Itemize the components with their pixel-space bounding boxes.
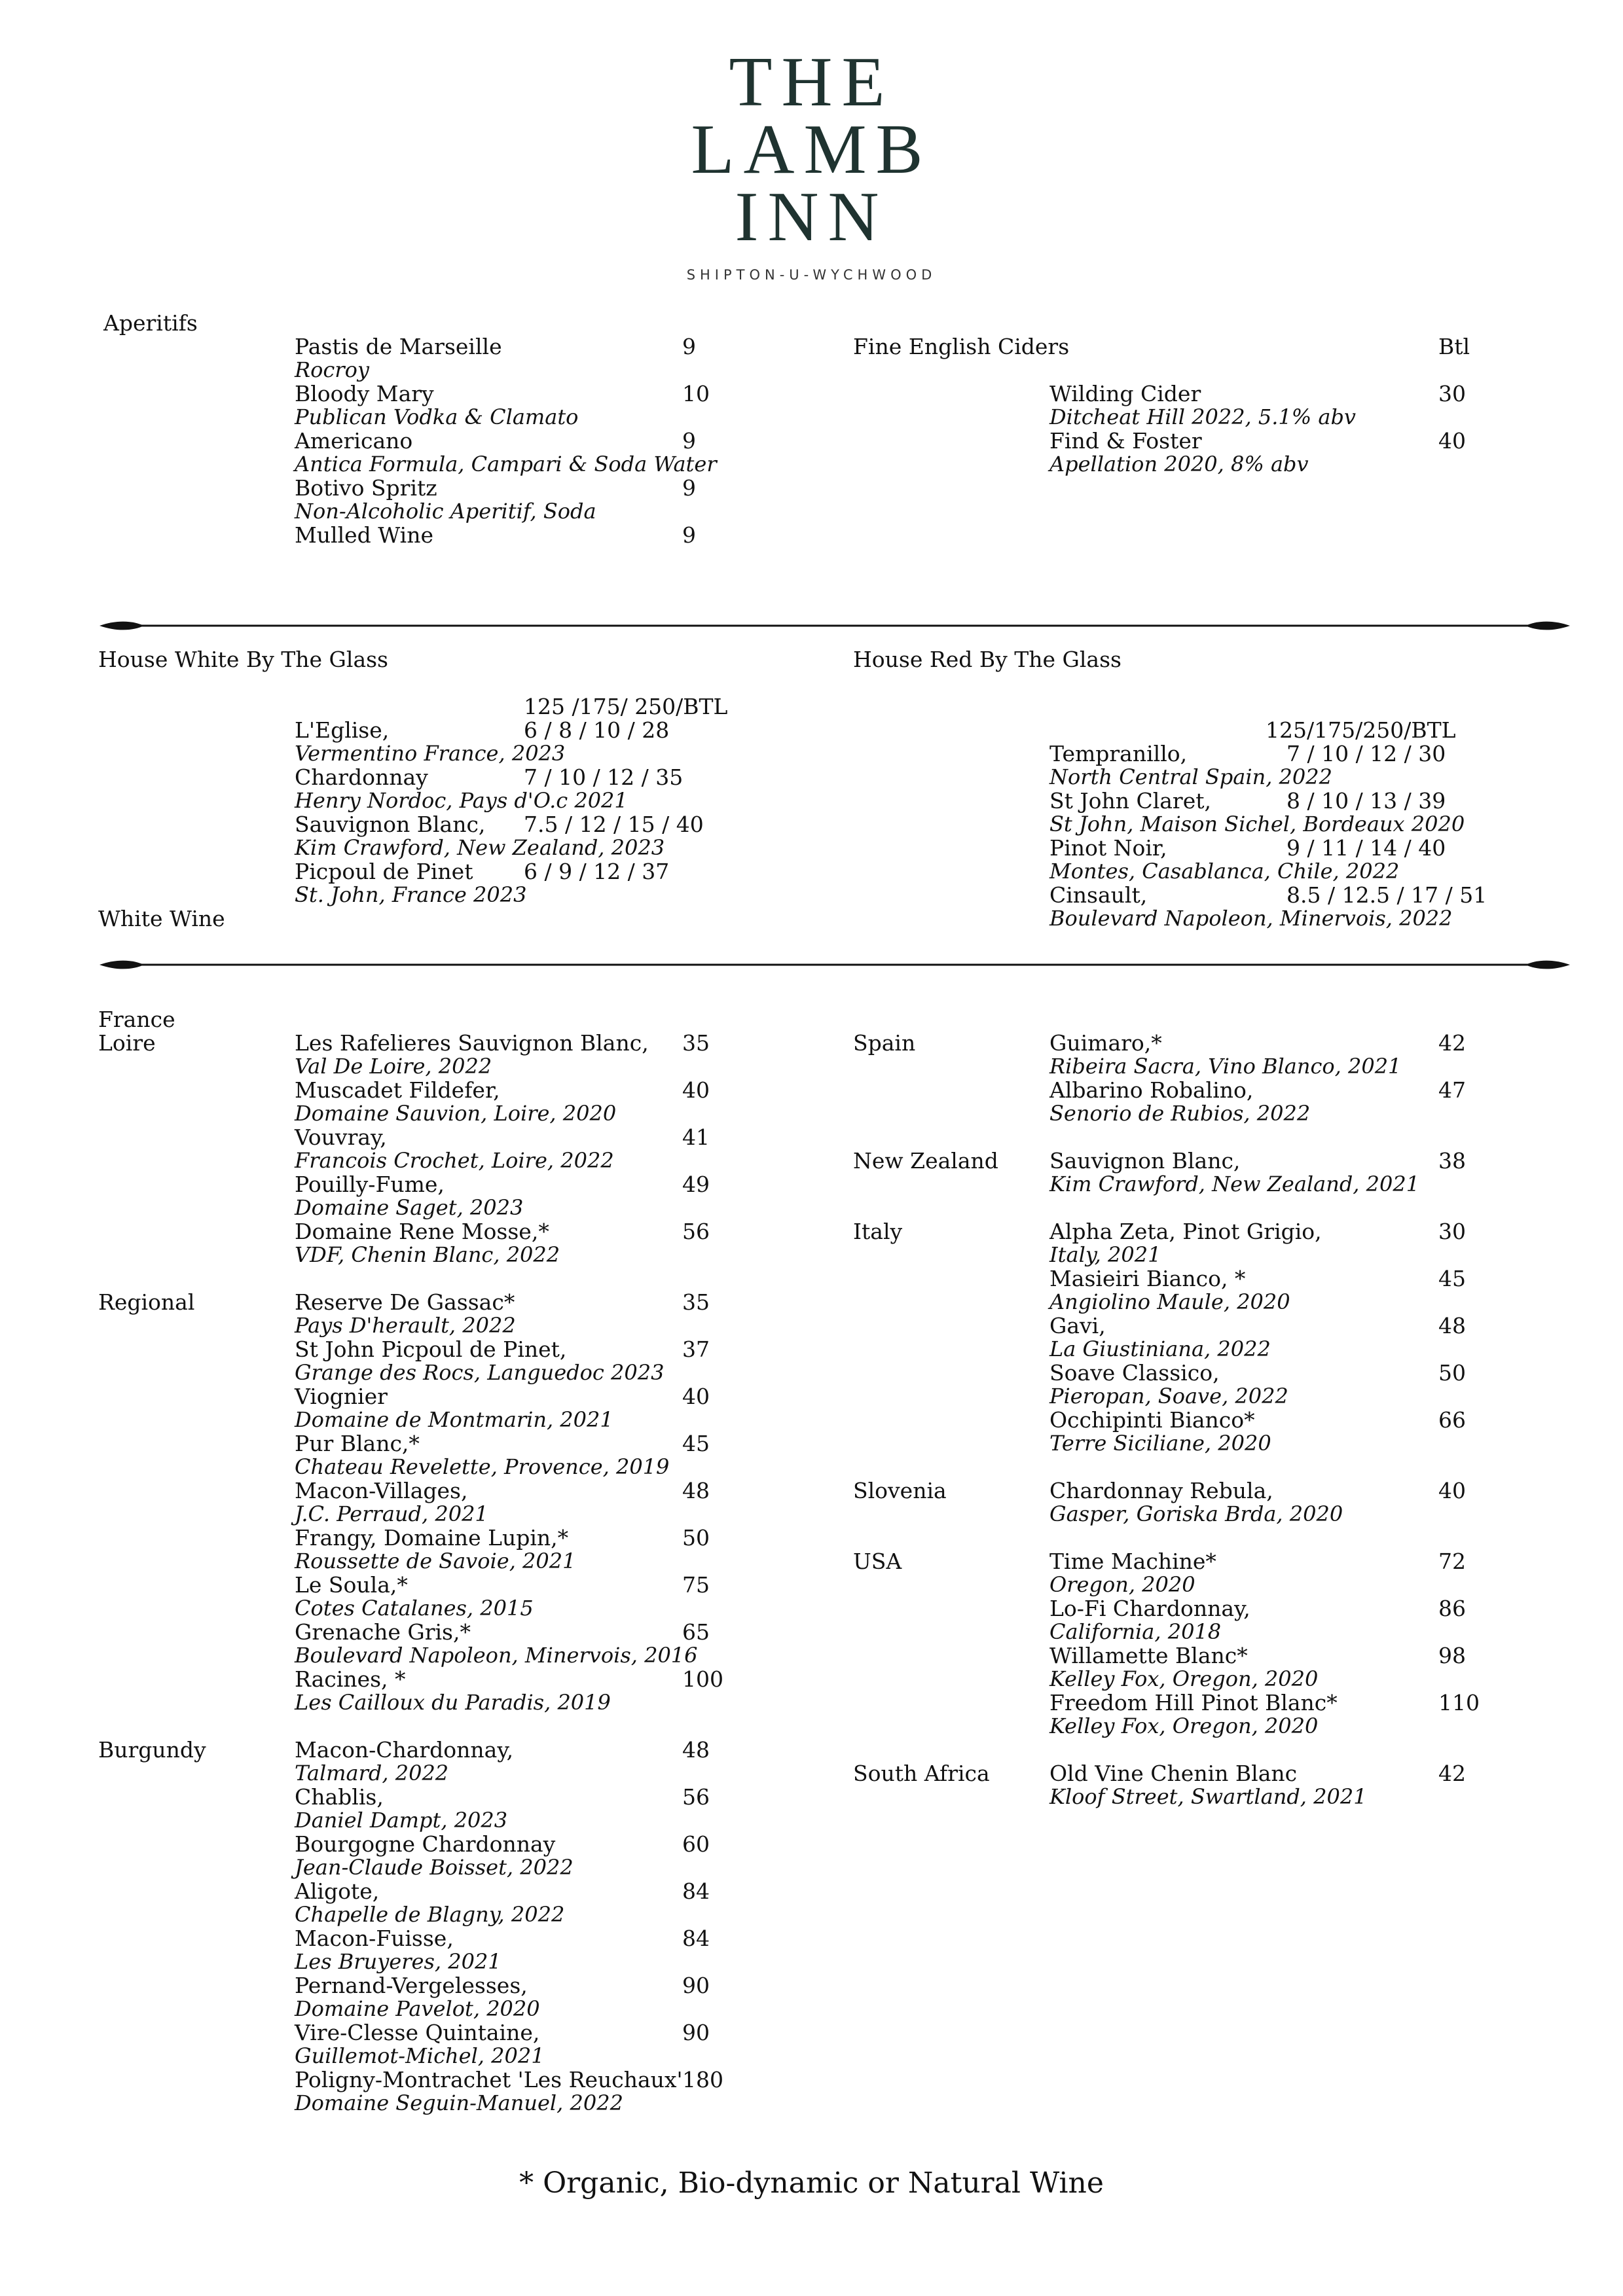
wine-price: 84: [682, 1926, 710, 1951]
wine-name: Occhipinti Bianco*: [1049, 1407, 1255, 1433]
wine-desc: Italy, 2021: [1049, 1242, 1161, 1267]
wine-desc: Senorio de Rubios, 2022: [1049, 1101, 1311, 1126]
house-red-desc: St John, Maison Sichel, Bordeaux 2020: [1049, 812, 1465, 836]
house-red-name: Tempranillo,: [1049, 741, 1188, 766]
wine-desc: VDF, Chenin Blanc, 2022: [295, 1242, 560, 1267]
wine-desc: Domaine Saget, 2023: [295, 1195, 524, 1220]
logo-line-2: LAMB: [691, 111, 932, 188]
wine-name: Macon-Chardonnay,: [295, 1737, 514, 1763]
wine-name: Pur Blanc,*: [295, 1431, 420, 1456]
house-white-prices: 6 / 8 / 10 / 28: [524, 717, 670, 743]
wine-desc: Pays D'herault, 2022: [295, 1313, 516, 1338]
wine-price: 56: [682, 1784, 710, 1810]
wine-name: Time Machine*: [1049, 1549, 1216, 1574]
wine-price: 40: [1438, 1478, 1466, 1503]
wine-price: 48: [682, 1737, 710, 1763]
aperitif-price: 9: [682, 428, 696, 454]
aperitif-name: Mulled Wine: [295, 522, 433, 548]
wine-price: 90: [682, 1973, 710, 1998]
wine-name: Vire-Clesse Quintaine,: [295, 2020, 540, 2045]
wine-desc: Jean-Claude Boisset, 2022: [295, 1855, 574, 1880]
house-white-prices: 7 / 10 / 12 / 35: [524, 764, 684, 790]
house-white-desc: St. John, France 2023: [295, 882, 527, 907]
wine-name: Viognier: [295, 1384, 388, 1409]
aperitif-name: Pastis de Marseille: [295, 334, 502, 359]
wine-desc: Kelley Fox, Oregon, 2020: [1049, 1713, 1319, 1738]
wine-price: 40: [682, 1077, 710, 1103]
wine-price: 49: [682, 1172, 710, 1197]
wine-desc: Daniel Dampt, 2023: [295, 1808, 508, 1833]
cider-desc: Ditcheat Hill 2022, 5.1% abv: [1049, 404, 1356, 429]
aperitif-desc: Antica Formula, Campari & Soda Water: [295, 452, 717, 476]
wine-price: 90: [682, 2020, 710, 2045]
wine-desc: Angiolino Maule, 2020: [1049, 1289, 1290, 1314]
wine-name: Alpha Zeta, Pinot Grigio,: [1049, 1219, 1322, 1244]
ornamental-divider-middle: [98, 957, 1571, 973]
wine-name: Masieiri Bianco, *: [1049, 1266, 1246, 1291]
wine-desc: Chateau Revelette, Provence, 2019: [295, 1454, 670, 1479]
wine-desc: Pieropan, Soave, 2022: [1049, 1384, 1288, 1408]
aperitif-name: Botivo Spritz: [295, 475, 437, 501]
aperitif-name: Americano: [295, 428, 413, 454]
wine-desc: J.C. Perraud, 2021: [295, 1501, 488, 1526]
wine-name: Lo-Fi Chardonnay,: [1049, 1596, 1250, 1621]
white-wine-title: White Wine: [98, 906, 225, 931]
wine-price: 60: [682, 1831, 710, 1857]
cider-name: Wilding Cider: [1049, 381, 1201, 406]
wine-price: 50: [682, 1525, 710, 1551]
wine-name: Sauvignon Blanc,: [1049, 1148, 1241, 1174]
wine-desc: Francois Crochet, Loire, 2022: [295, 1148, 614, 1173]
wine-desc: Boulevard Napoleon, Minervois, 2016: [295, 1643, 698, 1668]
wine-price: 100: [682, 1666, 723, 1692]
tagline: SHIPTON-U-WYCHWOOD: [686, 267, 937, 283]
wine-desc: Domaine Seguin-Manuel, 2022: [295, 2090, 623, 2115]
region-label: New Zealand: [853, 1148, 998, 1174]
wine-price: 45: [1438, 1266, 1466, 1291]
wine-name: Poligny-Montrachet 'Les Reuchaux': [295, 2067, 683, 2092]
wine-price: 75: [682, 1572, 710, 1598]
region-label: South Africa: [853, 1761, 990, 1786]
region-label: Italy: [853, 1219, 903, 1244]
wine-name: Le Soula,*: [295, 1572, 408, 1598]
ciders-title: Fine English Ciders: [853, 334, 1070, 359]
wine-price: 86: [1438, 1596, 1466, 1621]
wine-price: 98: [1438, 1643, 1466, 1668]
house-red-prices: 7 / 10 / 12 / 30: [1286, 741, 1446, 766]
wine-price: 45: [682, 1431, 710, 1456]
house-white-name: Sauvignon Blanc,: [295, 812, 486, 837]
house-white-sizes: 125 /175/ 250/BTL: [524, 694, 728, 719]
house-red-desc: North Central Spain, 2022: [1049, 764, 1332, 789]
aperitifs-title: Aperitifs: [103, 310, 198, 336]
aperitif-desc: Publican Vodka & Clamato: [295, 404, 579, 429]
wine-price: 66: [1438, 1407, 1466, 1433]
house-red-desc: Montes, Casablanca, Chile, 2022: [1049, 859, 1400, 884]
wine-desc: Domaine Sauvion, Loire, 2020: [295, 1101, 617, 1126]
wine-name: Frangy, Domaine Lupin,*: [295, 1525, 569, 1551]
wine-desc: Domaine de Montmarin, 2021: [295, 1407, 613, 1432]
house-red-name: Cinsault,: [1049, 882, 1148, 908]
wine-price: 56: [682, 1219, 710, 1244]
house-red-title: House Red By The Glass: [853, 647, 1122, 672]
wine-name: Freedom Hill Pinot Blanc*: [1049, 1690, 1338, 1715]
region-label: Burgundy: [98, 1737, 206, 1763]
house-white-desc: Kim Crawford, New Zealand, 2023: [295, 835, 665, 860]
wine-desc: Oregon, 2020: [1049, 1572, 1195, 1597]
wine-desc: La Giustiniana, 2022: [1049, 1336, 1271, 1361]
house-white-name: Chardonnay: [295, 764, 428, 790]
wine-price: 37: [682, 1336, 710, 1362]
wine-desc: Guillemot-Michel, 2021: [295, 2043, 545, 2068]
wine-price: 30: [1438, 1219, 1466, 1244]
house-red-prices: 9 / 11 / 14 / 40: [1286, 835, 1446, 861]
logo-line-3: INN: [735, 178, 888, 256]
wine-price: 180: [682, 2067, 723, 2092]
wine-desc: Domaine Pavelot, 2020: [295, 1996, 540, 2021]
country-france: France: [98, 1007, 175, 1032]
wine-name: Domaine Rene Mosse,*: [295, 1219, 549, 1244]
wine-desc: Les Bruyeres, 2021: [295, 1949, 501, 1974]
house-white-desc: Henry Nordoc, Pays d'O.c 2021: [295, 788, 628, 813]
wine-price: 42: [1438, 1761, 1466, 1786]
wine-price: 50: [1438, 1360, 1466, 1386]
house-red-desc: Boulevard Napoleon, Minervois, 2022: [1049, 906, 1453, 931]
ciders-unit: Btl: [1438, 334, 1470, 359]
wine-desc: California, 2018: [1049, 1619, 1222, 1644]
ornamental-divider-top: [98, 618, 1571, 634]
wine-price: 47: [1438, 1077, 1466, 1103]
wine-desc: Chapelle de Blagny, 2022: [295, 1902, 565, 1927]
wine-name: Aligote,: [295, 1878, 380, 1904]
wine-price: 72: [1438, 1549, 1466, 1574]
aperitif-desc: Non-Alcoholic Aperitif, Soda: [295, 499, 596, 524]
wine-desc: Grange des Rocs, Languedoc 2023: [295, 1360, 665, 1385]
wine-price: 110: [1438, 1690, 1480, 1715]
region-label: Slovenia: [853, 1478, 947, 1503]
aperitif-price: 9: [682, 522, 696, 548]
wine-desc: Talmard, 2022: [295, 1761, 449, 1785]
wine-desc: Terre Siciliane, 2020: [1049, 1431, 1271, 1456]
house-white-desc: Vermentino France, 2023: [295, 741, 566, 766]
house-red-name: Pinot Noir,: [1049, 835, 1167, 861]
aperitif-name: Bloody Mary: [295, 381, 434, 406]
cider-desc: Apellation 2020, 8% abv: [1049, 452, 1309, 476]
aperitif-price: 10: [682, 381, 710, 406]
wine-price: 35: [682, 1289, 710, 1315]
wine-name: Les Rafelieres Sauvignon Blanc,: [295, 1030, 649, 1056]
wine-name: Old Vine Chenin Blanc: [1049, 1761, 1298, 1786]
wine-desc: Val De Loire, 2022: [295, 1054, 492, 1079]
wine-price: 38: [1438, 1148, 1466, 1174]
wine-price: 40: [682, 1384, 710, 1409]
wine-name: Chablis,: [295, 1784, 384, 1810]
wine-desc: Les Cailloux du Paradis, 2019: [295, 1690, 611, 1715]
wine-name: St John Picpoul de Pinet,: [295, 1336, 567, 1362]
aperitif-price: 9: [682, 475, 696, 501]
wine-name: Bourgogne Chardonnay: [295, 1831, 556, 1857]
wine-name: Gavi,: [1049, 1313, 1106, 1338]
logo-line-1: THE: [729, 43, 894, 121]
wine-price: 41: [682, 1124, 710, 1150]
wine-name: Pernand-Vergelesses,: [295, 1973, 528, 1998]
region-label: USA: [853, 1549, 902, 1574]
wine-desc: Cotes Catalanes, 2015: [295, 1596, 534, 1621]
wine-desc: Roussette de Savoie, 2021: [295, 1549, 576, 1573]
wine-name: Reserve De Gassac*: [295, 1289, 515, 1315]
wine-desc: Kim Crawford, New Zealand, 2021: [1049, 1172, 1420, 1196]
house-red-prices: 8.5 / 12.5 / 17 / 51: [1286, 882, 1487, 908]
region-label: Loire: [98, 1030, 156, 1056]
cider-name: Find & Foster: [1049, 428, 1202, 454]
house-white-title: House White By The Glass: [98, 647, 388, 672]
wine-name: Macon-Villages,: [295, 1478, 468, 1503]
wine-price: 84: [682, 1878, 710, 1904]
wine-price: 65: [682, 1619, 710, 1645]
house-white-name: Picpoul de Pinet: [295, 859, 473, 884]
wine-name: Chardonnay Rebula,: [1049, 1478, 1273, 1503]
wine-name: Guimaro,*: [1049, 1030, 1162, 1056]
wine-price: 48: [682, 1478, 710, 1503]
wine-name: Albarino Robalino,: [1049, 1077, 1254, 1103]
wine-name: Pouilly-Fume,: [295, 1172, 445, 1197]
region-label: Spain: [853, 1030, 916, 1056]
house-red-sizes: 125/175/250/BTL: [1266, 717, 1456, 743]
house-white-prices: 6 / 9 / 12 / 37: [524, 859, 670, 884]
house-red-name: St John Claret,: [1049, 788, 1211, 814]
wine-name: Muscadet Fildefer,: [295, 1077, 500, 1103]
house-white-prices: 7.5 / 12 / 15 / 40: [524, 812, 704, 837]
wine-name: Vouvray,: [295, 1124, 387, 1150]
wine-desc: Ribeira Sacra, Vino Blanco, 2021: [1049, 1054, 1402, 1079]
house-red-prices: 8 / 10 / 13 / 39: [1286, 788, 1446, 814]
aperitif-desc: Rocroy: [295, 357, 369, 382]
cider-price: 40: [1438, 428, 1466, 454]
house-white-name: L'Eglise,: [295, 717, 390, 743]
wine-desc: Kloof Street, Swartland, 2021: [1049, 1784, 1367, 1809]
wine-name: Soave Classico,: [1049, 1360, 1220, 1386]
region-label: Regional: [98, 1289, 195, 1315]
wine-desc: Kelley Fox, Oregon, 2020: [1049, 1666, 1319, 1691]
wine-price: 48: [1438, 1313, 1466, 1338]
wine-name: Willamette Blanc*: [1049, 1643, 1248, 1668]
wine-name: Grenache Gris,*: [295, 1619, 471, 1645]
aperitif-price: 9: [682, 334, 696, 359]
cider-price: 30: [1438, 381, 1466, 406]
wine-desc: Gasper, Goriska Brda, 2020: [1049, 1501, 1343, 1526]
wine-name: Racines, *: [295, 1666, 406, 1692]
wine-price: 42: [1438, 1030, 1466, 1056]
wine-price: 35: [682, 1030, 710, 1056]
organic-footnote: * Organic, Bio-dynamic or Natural Wine: [519, 2166, 1104, 2200]
wine-name: Macon-Fuisse,: [295, 1926, 454, 1951]
